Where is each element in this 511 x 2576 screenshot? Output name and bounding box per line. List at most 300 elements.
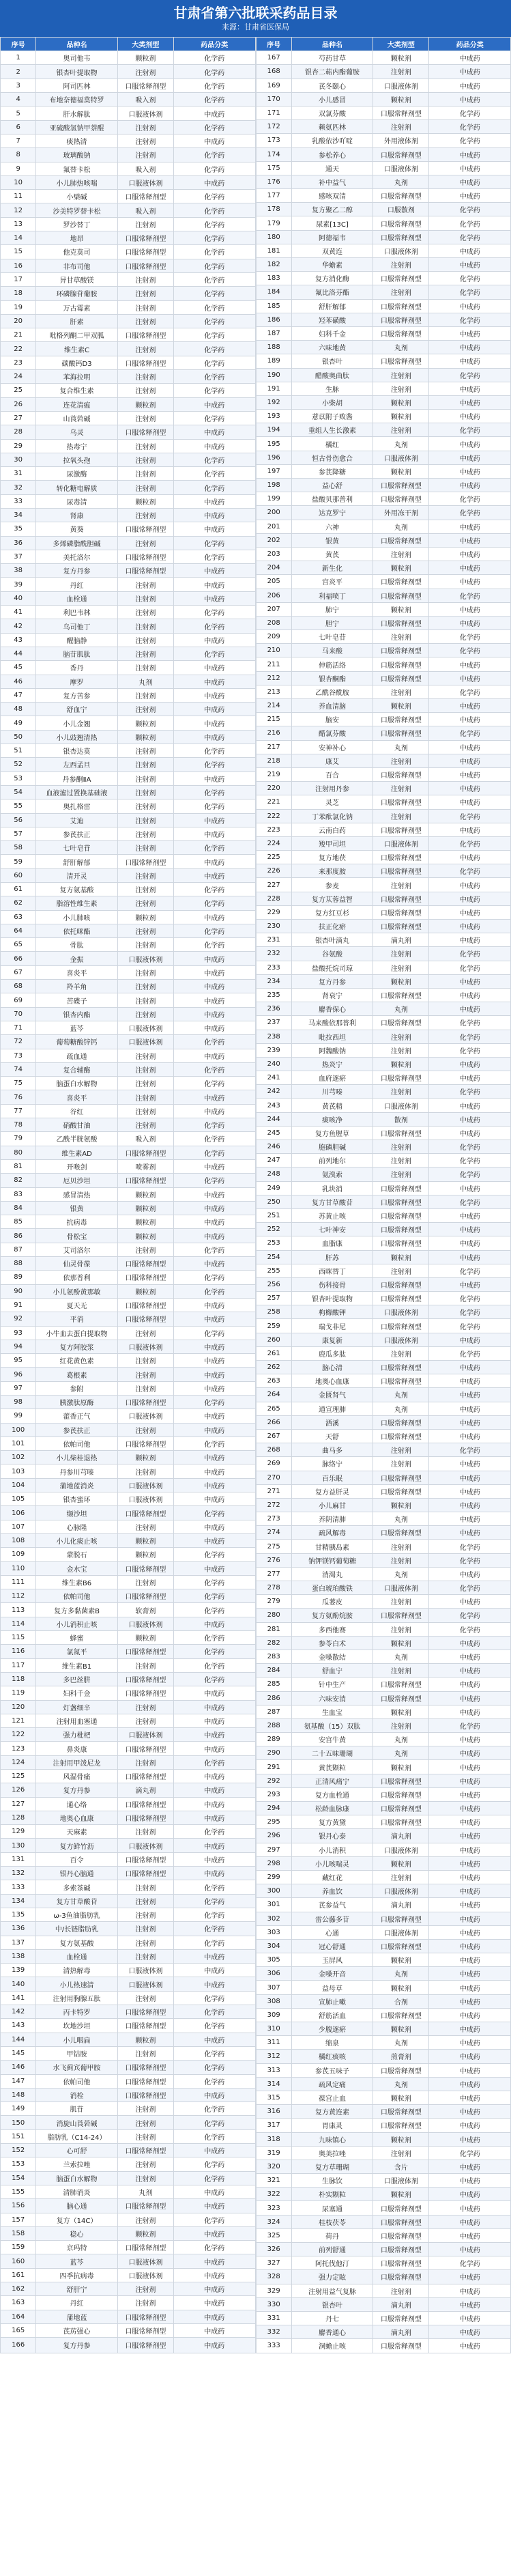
table-row	[256, 699, 511, 713]
cell-drug-name: 洞蟾止咳	[291, 2339, 373, 2353]
cell-category: 中成药	[429, 2201, 511, 2215]
cell-drug-name: 舒血宁	[36, 703, 118, 716]
cell-no: 297	[256, 1843, 291, 1856]
cell-dosage-form: 口服常释剂型	[373, 1609, 429, 1622]
cell-drug-name: 脂肪乳（C14-24）	[36, 2129, 118, 2143]
cell-category: 中成药	[429, 1498, 511, 1512]
cell-category: 中成药	[429, 1705, 511, 1718]
table-row	[1, 606, 256, 619]
cell-category: 中成药	[173, 1478, 255, 1492]
cell-drug-name: 依托咪酯	[36, 924, 118, 937]
cell-dosage-form: 口服常释剂型	[117, 2061, 173, 2074]
cell-no: 240	[256, 1057, 291, 1071]
cell-drug-name: 胆宁	[291, 616, 373, 629]
cell-dosage-form: 口服常释剂型	[373, 1236, 429, 1250]
cell-drug-name: 脑苷肌肽	[36, 647, 118, 660]
table-row	[256, 1595, 511, 1609]
table-row	[1, 855, 256, 868]
cell-drug-name: 葛根素	[36, 1368, 118, 1381]
cell-no: 12	[1, 203, 36, 217]
table-row	[1, 107, 256, 120]
cell-dosage-form: 口服常释剂型	[373, 1912, 429, 1925]
cell-no: 170	[256, 92, 291, 106]
cell-no: 257	[256, 1292, 291, 1305]
cell-drug-name: 尿毒清	[36, 494, 118, 508]
cell-category: 化学药	[429, 1154, 511, 1167]
cell-drug-name: 复方多黏菌素B	[36, 1603, 118, 1617]
cell-dosage-form: 注射剂	[117, 965, 173, 979]
cell-category: 中成药	[173, 1187, 255, 1201]
cell-category: 化学药	[429, 2146, 511, 2160]
catalog-tables	[0, 37, 511, 2353]
cell-no: 327	[256, 2256, 291, 2270]
table-row	[1, 1852, 256, 1866]
cell-category: 中成药	[429, 1333, 511, 1346]
cell-dosage-form: 口服常释剂型	[373, 1277, 429, 1291]
cell-category: 化学药	[429, 1264, 511, 1277]
table-row	[256, 492, 511, 506]
cell-dosage-form: 注射剂	[117, 1062, 173, 1076]
table-row	[1, 1492, 256, 1506]
table-row	[256, 1733, 511, 1746]
cell-category: 中成药	[429, 1250, 511, 1264]
catalog-table-left	[0, 37, 256, 2353]
table-row	[256, 1388, 511, 1402]
table-row	[256, 1154, 511, 1167]
cell-dosage-form: 丸剂	[373, 520, 429, 533]
cell-no: 66	[1, 952, 36, 965]
cell-drug-name: 小儿金翘	[36, 716, 118, 730]
cell-dosage-form: 注射剂	[373, 2146, 429, 2160]
table-row	[256, 947, 511, 961]
cell-drug-name: 丹七	[291, 2311, 373, 2325]
cell-category: 中成药	[173, 1354, 255, 1368]
cell-category: 中成药	[173, 2296, 255, 2310]
cell-category: 中成药	[173, 494, 255, 508]
cell-no: 40	[1, 591, 36, 605]
table-header-row	[256, 38, 511, 51]
table-row	[256, 1898, 511, 1912]
cell-category: 化学药	[173, 245, 255, 259]
cell-dosage-form: 注射剂	[117, 896, 173, 910]
cell-drug-name: 清热解毒	[36, 1964, 118, 1977]
cell-no: 121	[1, 1714, 36, 1727]
cell-dosage-form: 注射剂	[117, 481, 173, 494]
cell-drug-name: 复合维生素	[36, 384, 118, 397]
cell-dosage-form: 口服常释剂型	[373, 189, 429, 203]
table-row	[256, 644, 511, 657]
table-row	[1, 1049, 256, 1062]
cell-no: 21	[1, 328, 36, 342]
cell-no: 291	[256, 1760, 291, 1774]
cell-drug-name: 胰激肽原酶	[36, 1395, 118, 1409]
table-row	[256, 2228, 511, 2242]
table-row	[256, 203, 511, 216]
cell-category: 中成药	[173, 633, 255, 647]
cell-dosage-form: 口服常释剂型	[373, 2215, 429, 2228]
cell-dosage-form: 颗粒剂	[117, 1201, 173, 1215]
cell-drug-name: 血府逐瘀	[291, 1071, 373, 1085]
cell-category: 中成药	[429, 2297, 511, 2311]
cell-dosage-form: 口服常释剂型	[373, 1815, 429, 1829]
cell-dosage-form: 口服常释剂型	[373, 1181, 429, 1195]
table-row	[256, 1512, 511, 1526]
source-note: 来源：甘肃省医保局	[222, 23, 289, 31]
table-row	[1, 1839, 256, 1852]
cell-drug-name: 银杏叶	[291, 2297, 373, 2311]
table-row	[256, 106, 511, 119]
cell-drug-name: 舒肝解郁	[291, 299, 373, 313]
table-row	[1, 425, 256, 439]
cell-category: 中成药	[429, 1884, 511, 1898]
cell-drug-name: 银杏二萜内酯葡胺	[291, 65, 373, 79]
cell-dosage-form: 口服常释剂型	[373, 644, 429, 657]
cell-no: 231	[256, 933, 291, 947]
cell-category: 中成药	[173, 980, 255, 993]
cell-category: 中成药	[429, 905, 511, 919]
cell-drug-name: 麝香保心	[291, 1002, 373, 1016]
cell-no: 8	[1, 148, 36, 162]
cell-dosage-form: 口服常释剂型	[373, 575, 429, 589]
cell-no: 270	[256, 1471, 291, 1484]
table-row	[1, 785, 256, 799]
table-row	[256, 1760, 511, 1774]
cell-drug-name: 舒肝解郁	[36, 855, 118, 868]
table-row	[1, 550, 256, 563]
cell-drug-name: 芪参益气	[291, 1898, 373, 1912]
cell-dosage-form: 注射剂	[373, 1167, 429, 1181]
table-row	[1, 1395, 256, 1409]
cell-no: 76	[1, 1090, 36, 1104]
cell-category: 中成药	[173, 2226, 255, 2240]
cell-dosage-form: 口服常释剂型	[373, 2339, 429, 2353]
cell-drug-name: 肺宁	[291, 602, 373, 616]
cell-no: 95	[1, 1354, 36, 1368]
cell-no: 239	[256, 1043, 291, 1057]
cell-category: 中成药	[173, 2144, 255, 2157]
cell-dosage-form: 注射剂	[373, 120, 429, 134]
cell-drug-name: 康艾	[291, 754, 373, 767]
cell-dosage-form: 注射剂	[117, 1464, 173, 1478]
cell-category: 中成药	[429, 1181, 511, 1195]
cell-dosage-form: 口服常释剂型	[373, 671, 429, 685]
cell-category: 中成药	[429, 575, 511, 589]
cell-category: 中成药	[173, 522, 255, 536]
table-row	[256, 1071, 511, 1085]
table-row	[1, 2019, 256, 2033]
cell-drug-name: 脑蛋白水解物	[36, 2171, 118, 2185]
cell-no: 284	[256, 1664, 291, 1678]
cell-drug-name: 奥司他韦	[36, 51, 118, 65]
table-row	[256, 2022, 511, 2036]
cell-no: 37	[1, 550, 36, 563]
table-row	[1, 65, 256, 79]
cell-dosage-form: 丸剂	[117, 2185, 173, 2198]
cell-no: 153	[1, 2157, 36, 2171]
cell-no: 201	[256, 520, 291, 533]
cell-dosage-form: 颗粒剂	[373, 1953, 429, 1967]
cell-dosage-form: 注射剂	[373, 1264, 429, 1277]
cell-category: 中成药	[429, 2022, 511, 2036]
cell-category: 中成药	[173, 1742, 255, 1755]
table-row	[256, 520, 511, 533]
table-row	[256, 1361, 511, 1374]
cell-drug-name: 醋酸奥曲肽	[291, 368, 373, 382]
cell-no: 50	[1, 730, 36, 744]
cell-category: 中成药	[429, 1760, 511, 1774]
table-row	[1, 1894, 256, 1908]
table-row	[1, 827, 256, 840]
cell-dosage-form: 注射剂	[117, 287, 173, 300]
cell-category: 中成药	[429, 341, 511, 354]
cell-drug-name: 非布司他	[36, 259, 118, 272]
cell-dosage-form: 注射剂	[373, 2284, 429, 2297]
cell-drug-name: 生脉饮	[291, 2174, 373, 2188]
cell-no: 236	[256, 1002, 291, 1016]
table-row	[256, 533, 511, 547]
table-header-row	[1, 38, 256, 51]
cell-category: 化学药	[173, 1645, 255, 1658]
cell-no: 172	[256, 120, 291, 134]
table-row	[256, 1581, 511, 1595]
cell-no: 185	[256, 299, 291, 313]
cell-category: 中成药	[173, 1533, 255, 1547]
cell-dosage-form: 注射剂	[373, 1595, 429, 1609]
cell-drug-name: 参麦	[291, 878, 373, 892]
table-row	[1, 591, 256, 605]
cell-drug-name: 参芪降糖	[291, 464, 373, 478]
cell-dosage-form: 口服常释剂型	[373, 1526, 429, 1540]
cell-dosage-form: 丸剂	[373, 1567, 429, 1581]
cell-no: 94	[1, 1340, 36, 1353]
table-row	[256, 782, 511, 795]
cell-drug-name: 谷氨酸	[291, 947, 373, 961]
col-header-category: 药品分类	[429, 38, 511, 51]
cell-category: 化学药	[173, 550, 255, 563]
table-row	[1, 1271, 256, 1284]
table-row	[1, 633, 256, 647]
cell-dosage-form: 口服常释剂型	[373, 2008, 429, 2022]
cell-category: 中成药	[429, 1526, 511, 1540]
cell-dosage-form: 口服常释剂型	[373, 492, 429, 506]
cell-no: 102	[1, 1451, 36, 1464]
cell-dosage-form: 口服常释剂型	[117, 2310, 173, 2323]
cell-category: 中成药	[429, 1856, 511, 1870]
cell-drug-name: 痰热清	[36, 134, 118, 147]
table-row	[1, 356, 256, 369]
cell-drug-name: 小儿氨酚黄那敏	[36, 1284, 118, 1298]
cell-dosage-form: 注射剂	[373, 1457, 429, 1471]
table-row	[1, 439, 256, 453]
cell-no: 247	[256, 1154, 291, 1167]
table-row	[1, 2296, 256, 2310]
table-row	[256, 1223, 511, 1236]
cell-category: 中成药	[429, 147, 511, 161]
cell-no: 93	[1, 1326, 36, 1340]
cell-dosage-form: 注射剂	[117, 508, 173, 522]
cell-no: 64	[1, 924, 36, 937]
cell-dosage-form: 丸剂	[373, 2036, 429, 2050]
col-header-no: 序号	[1, 38, 36, 51]
table-row	[1, 2171, 256, 2185]
cell-no: 91	[1, 1298, 36, 1312]
cell-drug-name: 通天	[291, 161, 373, 175]
cell-category: 中成药	[173, 2033, 255, 2046]
table-row	[256, 836, 511, 850]
cell-dosage-form: 注射剂	[117, 314, 173, 328]
table-row	[256, 851, 511, 864]
cell-drug-name: 马来酸依那普利	[291, 1016, 373, 1030]
cell-category: 化学药	[429, 423, 511, 437]
cell-dosage-form: 口服常释剂型	[373, 1787, 429, 1801]
cell-dosage-form: 口服常释剂型	[373, 216, 429, 230]
cell-category: 中成药	[173, 564, 255, 578]
table-row	[256, 1939, 511, 1953]
table-row	[256, 1664, 511, 1678]
cell-no: 106	[1, 1506, 36, 1520]
table-row	[256, 1691, 511, 1705]
table-row	[1, 2157, 256, 2171]
cell-category: 中成药	[429, 795, 511, 809]
cell-dosage-form: 口服常释剂型	[117, 1686, 173, 1700]
table-row	[256, 1884, 511, 1898]
cell-dosage-form: 注射剂	[373, 630, 429, 644]
cell-drug-name: 维生素B1	[36, 1658, 118, 1672]
cell-category: 中成药	[173, 1409, 255, 1423]
cell-category: 中成药	[429, 1112, 511, 1126]
cell-no: 57	[1, 827, 36, 840]
cell-no: 58	[1, 841, 36, 855]
cell-drug-name: 恒古骨伤愈合	[291, 451, 373, 464]
cell-category: 中成药	[173, 1949, 255, 1963]
table-row	[1, 1575, 256, 1589]
cell-category: 中成药	[173, 1852, 255, 1866]
cell-no: 263	[256, 1374, 291, 1388]
table-row	[1, 1561, 256, 1575]
table-row	[1, 120, 256, 134]
cell-no: 180	[256, 230, 291, 244]
cell-no: 298	[256, 1856, 291, 1870]
cell-dosage-form: 颗粒剂	[373, 51, 429, 65]
table-row	[256, 451, 511, 464]
cell-dosage-form: 口服常释剂型	[373, 2063, 429, 2077]
table-row	[256, 2077, 511, 2091]
cell-drug-name: 乙酰谷酰胺	[291, 685, 373, 698]
cell-dosage-form: 注射剂	[373, 1664, 429, 1678]
cell-dosage-form: 颗粒剂	[117, 1548, 173, 1561]
cell-no: 221	[256, 795, 291, 809]
cell-category: 化学药	[429, 313, 511, 326]
table-row	[1, 772, 256, 785]
cell-drug-name: 正清风痛宁	[291, 1774, 373, 1787]
cell-category: 中成药	[429, 1939, 511, 1953]
cell-category: 中成药	[173, 1964, 255, 1977]
table-row	[1, 1215, 256, 1229]
table-row	[1, 758, 256, 772]
cell-category: 中成药	[429, 2077, 511, 2091]
cell-no: 90	[1, 1284, 36, 1298]
cell-no: 129	[1, 1825, 36, 1839]
cell-no: 286	[256, 1691, 291, 1705]
table-row	[1, 896, 256, 910]
table-row	[1, 1742, 256, 1755]
cell-dosage-form: 注射剂	[373, 1540, 429, 1553]
table-row	[1, 1007, 256, 1021]
cell-dosage-form: 口服常释剂型	[373, 988, 429, 1002]
cell-no: 333	[256, 2339, 291, 2353]
cell-category: 中成药	[429, 1126, 511, 1140]
cell-category: 中成药	[429, 1457, 511, 1471]
cell-no: 244	[256, 1112, 291, 1126]
cell-dosage-form: 注射剂	[117, 799, 173, 813]
cell-no: 301	[256, 1898, 291, 1912]
table-row	[256, 2174, 511, 2188]
table-row	[1, 1146, 256, 1159]
cell-no: 193	[256, 410, 291, 423]
cell-no: 75	[1, 1077, 36, 1090]
cell-no: 38	[1, 564, 36, 578]
table-row	[256, 2256, 511, 2270]
cell-drug-name: 小儿感冒	[291, 92, 373, 106]
cell-no: 186	[256, 313, 291, 326]
cell-drug-name: 多西他赛	[291, 1622, 373, 1636]
cell-no: 31	[1, 467, 36, 481]
cell-no: 208	[256, 616, 291, 629]
table-row	[1, 481, 256, 494]
cell-category: 中成药	[429, 244, 511, 257]
cell-no: 317	[256, 2119, 291, 2132]
cell-drug-name: 心脉隆	[36, 1520, 118, 1533]
table-row	[1, 1257, 256, 1271]
cell-no: 82	[1, 1174, 36, 1187]
cell-drug-name: 扶正化瘀	[291, 920, 373, 933]
cell-category: 化学药	[173, 2116, 255, 2129]
cell-category: 中成药	[429, 2228, 511, 2242]
cell-category: 中成药	[429, 1388, 511, 1402]
cell-dosage-form: 口服液体剂	[117, 1839, 173, 1852]
cell-category: 化学药	[173, 314, 255, 328]
cell-drug-name: 多巴丝肼	[36, 1672, 118, 1686]
cell-dosage-form: 口服液体剂	[373, 836, 429, 850]
cell-dosage-form: 口服液体剂	[373, 1884, 429, 1898]
cell-no: 54	[1, 785, 36, 799]
cell-category: 中成药	[429, 1567, 511, 1581]
cell-category: 化学药	[173, 1506, 255, 1520]
cell-no: 105	[1, 1492, 36, 1506]
cell-drug-name: 玉屏风	[291, 1953, 373, 1967]
cell-no: 209	[256, 630, 291, 644]
cell-drug-name: 小儿麻甘	[291, 1498, 373, 1512]
cell-drug-name: 吡拉西坦	[291, 1030, 373, 1043]
cell-category: 中成药	[429, 1733, 511, 1746]
table-row	[256, 437, 511, 451]
cell-drug-name: 厄贝沙坦	[36, 1174, 118, 1187]
cell-drug-name: 羧甲司坦	[291, 836, 373, 850]
cell-category: 中成药	[429, 1471, 511, 1484]
cell-no: 242	[256, 1085, 291, 1099]
cell-category: 化学药	[429, 272, 511, 285]
cell-dosage-form: 注射剂	[117, 827, 173, 840]
cell-no: 36	[1, 536, 36, 550]
table-row	[1, 1368, 256, 1381]
cell-no: 41	[1, 606, 36, 619]
table-row	[256, 1126, 511, 1140]
cell-dosage-form: 口服液体剂	[117, 1964, 173, 1977]
cell-drug-name: 生脉	[291, 382, 373, 395]
cell-no: 228	[256, 892, 291, 905]
cell-no: 254	[256, 1250, 291, 1264]
cell-category: 化学药	[173, 1436, 255, 1450]
